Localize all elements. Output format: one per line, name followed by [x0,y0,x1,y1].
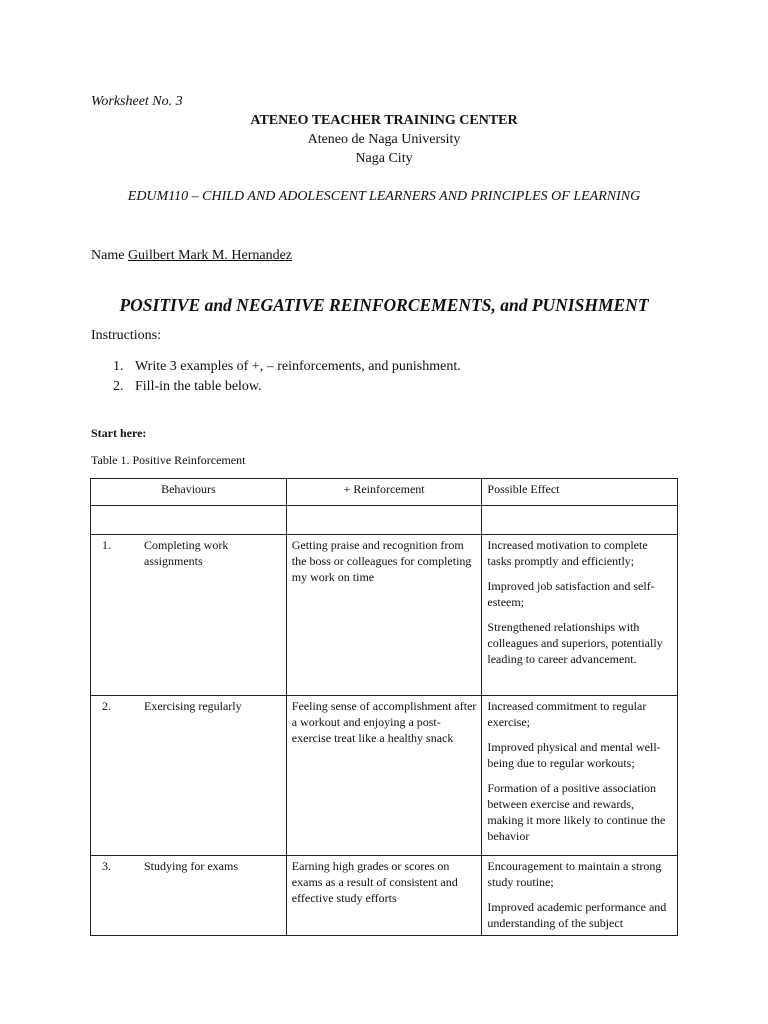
effect-text: Improved job satisfaction and self-esteem; [487,579,655,609]
effect-text: Strengthened relationships with colleagues and superiors, potentially leading to career advancement. [487,620,663,666]
effect-cell [482,856,678,936]
effect-text: Improved physical and mental well-being due to regular workouts; [487,740,661,770]
table-caption: Table 1. Positive Reinforcement [91,453,246,467]
table-blank-row [91,506,678,535]
blank-cell [91,506,287,535]
reinforcement-cell: Feeling sense of accomplishment after a workout and enjoying a post-exercise treat like a healthy snack [286,696,482,856]
behaviour-text: Exercising regularly [144,699,242,713]
instruction-number: 1. [113,359,124,374]
name-label: Name [91,248,128,263]
row-number: 1. [102,538,111,552]
city-name: Naga City [355,151,413,166]
blank-cell [482,506,678,535]
behaviour-cell [91,856,287,936]
reinforcement-cell: Earning high grades or scores on exams as a result of consistent and effective study efforts [286,856,482,936]
instructions-label: Instructions: [91,328,161,343]
table-row [91,856,678,936]
effect-text: Encouragement to maintain a strong study routine; [487,859,662,889]
instruction-text: Write 3 examples of +, – reinforcements, and punishment. [135,359,461,374]
instruction-number: 2. [113,379,124,394]
header-reinforcement: + Reinforcement [286,479,482,506]
start-here-label: Start here: [91,426,147,440]
effect-text: Increased commitment to regular exercise; [487,699,647,729]
header-possible-effect: Possible Effect [482,479,678,506]
instruction-item [91,357,461,377]
instruction-item [91,377,461,397]
effect-text: Increased motivation to complete tasks promptly and efficiently; [487,538,648,568]
table-row [91,696,678,856]
header-behaviours: Behaviours [91,479,287,506]
worksheet-title: POSITIVE and NEGATIVE REINFORCEMENTS, and PUNISHMENT [119,295,649,315]
behaviour-cell [91,535,287,696]
effect-text: Improved academic performance and understanding of the subject [487,900,667,930]
behaviour-text: Studying for exams [144,859,238,873]
reinforcement-cell: Getting praise and recognition from the boss or colleagues for completing my work on time [286,535,482,696]
instructions-list [91,357,461,397]
row-number: 3. [102,859,111,873]
student-name: Guilbert Mark M. Hernandez [127,248,292,263]
blank-cell [286,506,482,535]
behaviour-text: Completing work assignments [144,538,229,568]
effect-cell [482,696,678,856]
worksheet-number: Worksheet No. 3 [91,94,183,109]
effect-cell [482,535,678,696]
table-row [91,535,678,696]
reinforcement-table [90,478,678,936]
effect-text: Formation of a positive association between exercise and rewards, making it more likely to continue the behavior [487,781,666,843]
behaviour-cell [91,696,287,856]
organization-name: ATENEO TEACHER TRAINING CENTER [250,113,518,128]
course-title: EDUM110 – CHILD AND ADOLESCENT LEARNERS AND PRINCIPLES OF LEARNING [127,189,641,204]
row-number: 2. [102,699,111,713]
table-header-row [91,479,678,506]
university-name: Ateneo de Naga University [307,132,461,147]
instruction-text: Fill-in the table below. [135,379,262,394]
student-name-line [91,248,292,264]
